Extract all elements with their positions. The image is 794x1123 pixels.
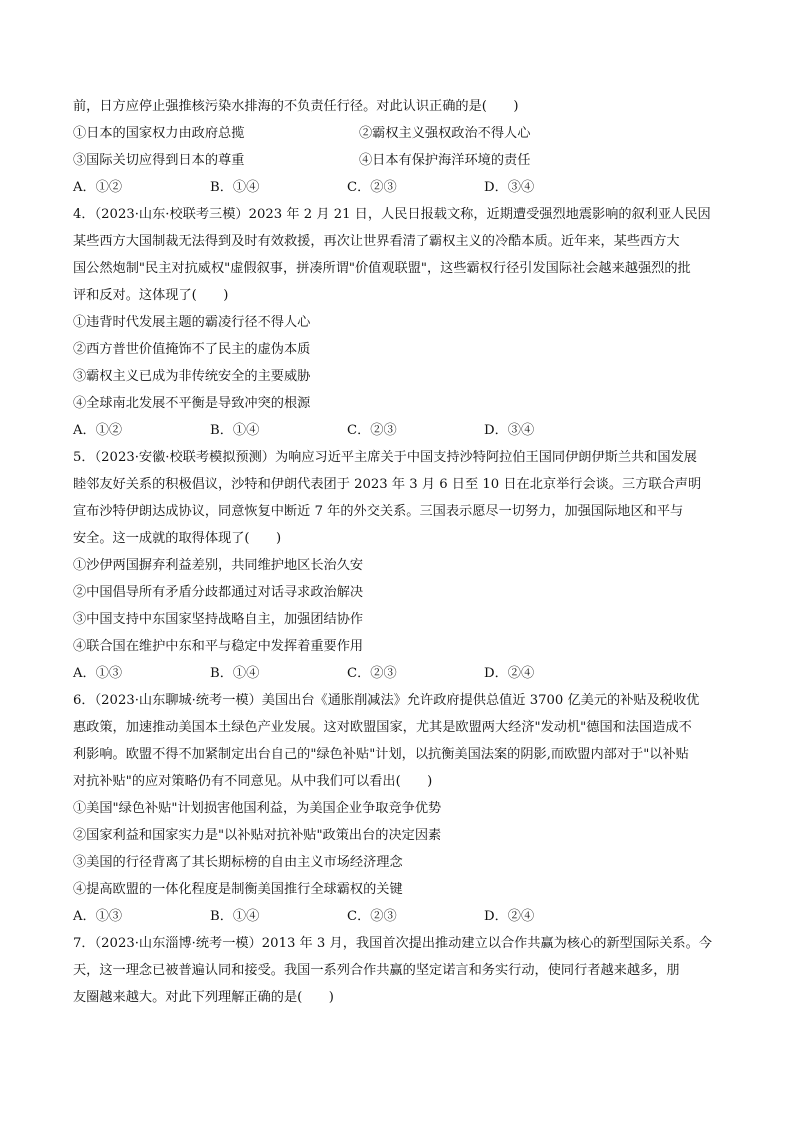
question-6-stem-line: 利影响。欧盟不得不加紧制定出台自己的"绿色补贴"计划，以抗衡美国法案的阴影,而欧盟内部对于"以补贴 (73, 747, 689, 762)
statement-4: ④日本有保护海洋环境的责任 (359, 153, 531, 168)
question-6-stem-line: 对抗补贴"的应对策略仍有不同意见。从中我们可以看出( ) (73, 774, 433, 789)
option-d[interactable]: D．②④ (484, 666, 535, 681)
option-a[interactable]: A．①② (73, 423, 123, 438)
question-5-options (73, 660, 723, 687)
statement-1: ①违背时代发展主题的霸凌行径不得人心 (73, 315, 311, 330)
question-3-statements-row-1 (73, 120, 723, 147)
question-6-stem-line: 6．（2023·山东聊城·统考一模）美国出台《通胀削减法》允许政府提供总值近 3700 亿美元的补贴及税收优 (73, 693, 700, 708)
question-4-options (73, 417, 723, 444)
question-6-options (73, 903, 723, 930)
question-6-stem-line: 惠政策，加速推动美国本土绿色产业发展。这对欧盟国家，尤其是欧盟两大经济"发动机"德国和法国造成不 (73, 720, 692, 735)
option-c[interactable]: C．②③ (347, 423, 397, 438)
option-c[interactable]: C．②③ (347, 666, 397, 681)
question-5-stem-line: 5．（2023·安徽·校联考模拟预测）为响应习近平主席关于中国支持沙特阿拉伯王国同伊朗伊斯兰共和国发展 (73, 450, 697, 465)
question-4-stem-line: 某些西方大国制裁无法得到及时有效救援，再次让世界看清了霸权主义的冷酷本质。近年来，某些西方大 (73, 234, 680, 249)
question-7-stem-line: 7．（2023·山东淄博·统考一模）2013 年 3 月，我国首次提出推动建立以合作共赢为核心的新型国际关系。今 (73, 936, 712, 951)
option-b[interactable]: B．①④ (210, 423, 260, 438)
option-a[interactable]: A．①② (73, 180, 123, 195)
question-4-stem-line: 评和反对。这体现了( ) (73, 288, 229, 303)
question-5 (73, 444, 723, 687)
question-7-stem-line: 天，这一理念已被普遍认同和接受。我国一系列合作共赢的坚定诺言和务实行动，使同行者越来越多，朋 (73, 963, 680, 978)
question-3-tail (73, 93, 723, 201)
question-5-stem-line: 安全。这一成就的取得体现了( ) (73, 531, 282, 546)
statement-4: ④联合国在维护中东和平与稳定中发挥着重要作用 (73, 639, 364, 654)
statement-3: ③中国支持中东国家坚持战略自主，加强团结协作 (73, 612, 364, 627)
statement-2: ②霸权主义强权政治不得人心 (359, 126, 531, 141)
statement-3: ③国际关切应得到日本的尊重 (73, 153, 245, 168)
statement-4: ④全球南北发展不平衡是导致冲突的根源 (73, 396, 311, 411)
statement-2: ②西方普世价值掩饰不了民主的虚伪本质 (73, 342, 311, 357)
option-a[interactable]: A．①③ (73, 666, 123, 681)
option-d[interactable]: D．②④ (484, 909, 535, 924)
question-3-options (73, 174, 723, 201)
option-b[interactable]: B．①④ (210, 180, 260, 195)
question-5-stem-line: 睦邻友好关系的积极倡议，沙特和伊朗代表团于 2023 年 3 月 6 日至 10 日在北京举行会谈。三方联合声明 (73, 477, 702, 492)
option-c[interactable]: C．②③ (347, 180, 397, 195)
question-3-stem-line: 前，日方应停止强推核污染水排海的不负责任行径。对此认识正确的是( ) (73, 99, 519, 114)
question-4-stem-line: 4．（2023·山东·校联考三模）2023 年 2 月 21 日，人民日报载文称，近期遭受强烈地震影响的叙利亚人民因 (73, 207, 711, 222)
statement-1: ①日本的国家权力由政府总揽 (73, 126, 245, 141)
question-4-stem-line: 国公然炮制"民主对抗威权"虚假叙事，拼凑所谓"价值观联盟"，这些霸权行径引发国际社会越来越强烈的批 (73, 261, 691, 276)
statement-2: ②国家利益和国家实力是"以补贴对抗补贴"政策出台的决定因素 (73, 828, 442, 843)
statement-2: ②中国倡导所有矛盾分歧都通过对话寻求政治解决 (73, 585, 364, 600)
question-4 (73, 201, 723, 444)
option-d[interactable]: D．③④ (484, 180, 535, 195)
option-b[interactable]: B．①④ (210, 666, 260, 681)
statement-3: ③美国的行径背离了其长期标榜的自由主义市场经济理念 (73, 855, 403, 870)
question-7 (73, 930, 723, 1011)
question-content (73, 93, 723, 1011)
question-5-stem-line: 宣布沙特伊朗达成协议，同意恢复中断近 7 年的外交关系。三国表示愿尽一切努力，加强国际地区和平与 (73, 504, 684, 519)
option-c[interactable]: C．②③ (347, 909, 397, 924)
option-a[interactable]: A．①③ (73, 909, 123, 924)
question-7-stem-line: 友圈越来越大。对此下列理解正确的是( ) (73, 990, 334, 1005)
option-d[interactable]: D．③④ (484, 423, 535, 438)
statement-4: ④提高欧盟的一体化程度是制衡美国推行全球霸权的关键 (73, 882, 403, 897)
option-b[interactable]: B．①④ (210, 909, 260, 924)
statement-1: ①沙伊两国摒弃利益差别，共同维护地区长治久安 (73, 558, 364, 573)
question-6 (73, 687, 723, 930)
statement-1: ①美国"绿色补贴"计划损害他国利益，为美国企业争取竞争优势 (73, 801, 442, 816)
question-3-statements-row-2 (73, 147, 723, 174)
statement-3: ③霸权主义已成为非传统安全的主要威胁 (73, 369, 311, 384)
